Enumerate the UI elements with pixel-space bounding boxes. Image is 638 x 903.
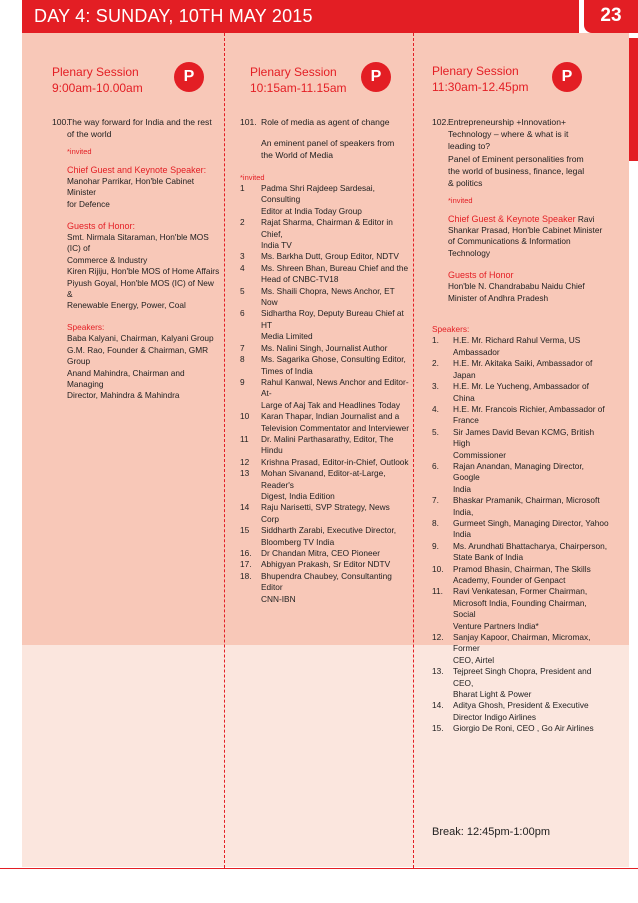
speaker-item (240, 263, 410, 286)
session-time: 9:00am-10.00am (52, 81, 143, 95)
speaker-text: Media Limited (261, 331, 313, 342)
speaker-text: India (453, 529, 471, 540)
speaker-text: Ms. Arundhati Bhattacharya, Chairperson, (453, 540, 608, 551)
speaker-text: Digest, India Edition (261, 490, 335, 501)
speaker-number: 8. (432, 517, 439, 528)
topic: 100. The way forward for India and the rest of the world (52, 117, 212, 140)
speaker-text: Krishna Prasad, Editor-in-Chief, Outlook (261, 456, 409, 467)
speaker-item (240, 377, 410, 411)
speaker-text: Ms. Nalini Singh, Journalist Author (261, 342, 388, 353)
speaker-text: H.E. Mr. Richard Rahul Verma, US (453, 335, 581, 346)
speaker-item (432, 666, 610, 700)
speaker-text: CNN-IBN (261, 593, 296, 604)
speaker-number: 9 (240, 376, 245, 387)
invited-note: *invited (448, 196, 473, 206)
speaker-text: India (453, 483, 471, 494)
speaker-item (240, 457, 410, 468)
speaker-text: Raju Narisetti, SVP Strategy, News Corp (261, 502, 390, 524)
speaker-text: Dr Chandan Mitra, CEO Pioneer (261, 548, 380, 559)
speaker-number: 13. (432, 666, 444, 677)
speaker-text: Bharat Light & Power (453, 689, 532, 700)
speaker-text: Dr. Malini Parthasarathy, Editor, The Hindu (261, 433, 394, 456)
speaker-item (240, 286, 410, 309)
speakers-list (240, 183, 410, 605)
speaker-text: Venture Partners India* (453, 620, 539, 631)
speaker-item (432, 564, 610, 587)
speakers-heading: Speakers: (67, 321, 105, 332)
speakers-list: Baba Kalyani, Chairman, Kalyani Group G.M. Rao, Founder & Chairman, GMR Group Anand Mahindra, Chairman and Managing Director, Mahindra & Mahindra (67, 333, 214, 401)
topic: 102. Entrepreneurship +Innovation+ Technology – where & what is it leading to? Panel of Eminent personalities from the world of business, finance, legal & politics (432, 117, 585, 189)
speaker-text: Director Indigo Airlines (453, 711, 537, 722)
speaker-text: Ms. Barkha Dutt, Group Editor, NDTV (261, 251, 399, 262)
page-title: DAY 4: SUNDAY, 10TH MAY 2015 (34, 6, 313, 26)
speaker-text: Abhigyan Prakash, Sr Editor NDTV (261, 559, 391, 570)
speaker-text: Academy, Founder of Genpact (453, 575, 566, 585)
speaker-text: Rajan Anandan, Managing Director, Google (453, 460, 584, 483)
speaker-item (240, 183, 410, 217)
speaker-number: 4. (432, 403, 439, 414)
speaker-text: Karan Thapar, Indian Journalist and a (261, 411, 400, 422)
invited-note: *invited (240, 172, 265, 182)
speaker-item (240, 308, 410, 342)
speaker-item (432, 427, 610, 461)
speaker-item (240, 548, 410, 559)
speaker-text: Times of India (261, 365, 313, 376)
chief-guest-heading: Chief Guest and Keynote Speaker: (67, 164, 207, 175)
speaker-text: State Bank of India (453, 552, 524, 563)
speaker-number: 1 (240, 183, 245, 194)
guests-list: Hon'ble N. Chandrababu Naidu Chief Minister of Andhra Pradesh (448, 281, 585, 303)
speaker-text: Sir James David Bevan KCMG, British High (453, 426, 595, 449)
speaker-item (240, 525, 410, 548)
speaker-text: Bhupendra Chaubey, Consultanting Editor (261, 570, 392, 593)
speaker-text: Giorgio De Roni, CEO , Go Air Airlines (453, 723, 594, 734)
speaker-number: 6. (432, 460, 439, 471)
speaker-text: Rahul Kanwal, News Anchor and Editor-At- (261, 376, 409, 399)
page-number: 23 (600, 5, 622, 26)
session-body (240, 116, 410, 605)
speaker-text: Sanjay Kapoor, Chairman, Micromax, Former (453, 632, 591, 654)
session-name: Plenary Session (432, 64, 519, 78)
speaker-text: Padma Shri Rajdeep Sardesai, Consulting (261, 183, 375, 205)
speaker-number: 10 (240, 411, 250, 422)
speaker-text: H.E. Mr. Le Yucheng, Ambassador of China (453, 381, 589, 403)
speaker-item (240, 343, 410, 354)
speaker-item (432, 404, 610, 427)
speaker-number: 5. (432, 426, 439, 437)
speaker-text: Ravi Venkatesan, Former Chairman, (453, 586, 588, 597)
speaker-number: 11. (432, 586, 443, 597)
plenary-badge-icon: P (361, 62, 391, 92)
speaker-number: 6 (240, 308, 245, 319)
speaker-number: 4 (240, 262, 245, 273)
speaker-number: 7 (240, 342, 245, 353)
speaker-number: 14 (240, 502, 250, 513)
session-time: 10:15am-11.15am (250, 81, 347, 95)
session-name: Plenary Session (52, 65, 139, 79)
chief-guest-heading: Chief Guest & Keynote Speaker (448, 213, 576, 224)
speaker-item (240, 571, 410, 605)
session-name: Plenary Session (250, 65, 337, 79)
speaker-text: CEO, Airtel (453, 654, 495, 665)
speaker-item (240, 251, 410, 262)
speakers-heading: Speakers: (432, 324, 470, 335)
speaker-number: 13 (240, 468, 250, 479)
speaker-text: France (453, 415, 479, 426)
speaker-item (432, 495, 610, 518)
speaker-text: Ms. Shreen Bhan, Bureau Chief and the (261, 262, 409, 273)
speaker-item (240, 354, 410, 377)
speaker-item (432, 586, 610, 632)
speaker-item (432, 541, 610, 564)
speaker-item (240, 468, 410, 502)
speaker-item (432, 723, 610, 734)
speaker-text: Ms. Sagarika Ghose, Consulting Editor, (261, 354, 406, 365)
speaker-item (240, 434, 410, 457)
column-divider-2 (413, 33, 414, 868)
page-number-tab (584, 0, 638, 33)
speaker-item (240, 217, 410, 251)
speaker-text: India TV (261, 240, 292, 251)
speaker-text: Tejpreet Singh Chopra, President and CEO, (453, 666, 592, 688)
speakers-list (432, 335, 610, 734)
speaker-number: 14. (432, 700, 444, 711)
speaker-text: Siddharth Zarabi, Executive Director, (261, 525, 397, 536)
session-body (432, 116, 610, 735)
speaker-number: 7. (432, 495, 439, 506)
chief-guest: Chief Guest & Keynote Speaker Ravi Shankar Prasad, Hon'ble Cabinet Minister of Communications & Information Technology (448, 213, 603, 258)
speaker-text: Pramod Bhasin, Chairman, The Skills (453, 563, 591, 574)
speaker-number: 10. (432, 563, 444, 574)
speaker-number: 3 (240, 251, 245, 262)
break-time: Break: 12:45pm-1:00pm (432, 826, 551, 838)
plenary-badge-icon: P (552, 62, 582, 92)
speaker-text: H.E. Mr. Francois Richier, Ambassador of (453, 403, 605, 414)
session-time: 11:30am-12.45pm (432, 80, 529, 94)
panel-description: An eminent panel of speakers from the World of Media (261, 138, 395, 161)
speaker-item (240, 559, 410, 570)
session-body (52, 116, 220, 402)
plenary-badge-icon: P (174, 62, 204, 92)
edge-stripe (629, 38, 638, 161)
speaker-item (432, 335, 610, 358)
speaker-number: 1. (432, 335, 439, 346)
speaker-text: Mohan Sivanand, Editor-at-Large, Reader's (261, 468, 386, 490)
speaker-number: 5 (240, 285, 245, 296)
speaker-item (432, 632, 610, 666)
speaker-text: Gurmeet Singh, Managing Director, Yahoo (453, 517, 609, 528)
speaker-number: 8 (240, 354, 245, 365)
bottom-rule (0, 868, 638, 869)
chief-guest: Manohar Parrikar, Hon'ble Cabinet Minister for Defence (67, 175, 195, 209)
speaker-number: 15. (432, 723, 444, 734)
page-header (22, 0, 579, 33)
speaker-item (432, 700, 610, 723)
speaker-number: 2 (240, 217, 245, 228)
speaker-item (432, 461, 610, 495)
speaker-text: Microsoft India, Founding Chairman, Social (453, 597, 587, 620)
speaker-item (432, 518, 610, 541)
speaker-text: Ambassador (453, 346, 500, 357)
guests-heading: Guests of Honor: (67, 221, 136, 232)
speaker-text: Rajat Sharma, Chairman & Editor in Chief, (261, 217, 393, 239)
speaker-text: Commissioner (453, 449, 507, 460)
topic: 101. Role of media as agent of change (240, 117, 390, 127)
speaker-text: H.E. Mr. Akitaka Saiki, Ambassador of Japan (453, 358, 593, 380)
guests-heading: Guests of Honor (448, 270, 514, 281)
speaker-text: Sidhartha Roy, Deputy Bureau Chief at HT (261, 308, 404, 330)
speaker-item (240, 411, 410, 434)
speaker-text: Aditya Ghosh, President & Executive (453, 700, 589, 711)
speaker-number: 9. (432, 540, 439, 551)
speaker-item (240, 502, 410, 525)
speaker-number: 17. (240, 559, 252, 570)
invited-note: *invited (67, 147, 92, 157)
speaker-number: 3. (432, 381, 439, 392)
speaker-number: 16. (240, 548, 252, 559)
speaker-text: Bloomberg TV India (261, 536, 335, 547)
guests-list: Smt. Nirmala Sitaraman, Hon'ble MOS (IC) of Commerce & Industry Kiren Rijiju, Hon'ble MOS of Home Affairs Piyush Goyal, Hon'ble MOS (IC) of New & Renewable Energy, Power, Coal (67, 232, 220, 311)
speaker-number: 2. (432, 358, 439, 369)
speaker-number: 11 (240, 433, 249, 444)
speaker-text: Large of Aaj Tak and Headlines Today (261, 399, 400, 410)
speaker-number: 12. (432, 632, 444, 643)
speaker-text: Bhaskar Pramanik, Chairman, Microsoft (453, 495, 600, 506)
speaker-number: 12 (240, 456, 250, 467)
speaker-item (432, 381, 610, 404)
speaker-text: Ms. Shaili Chopra, News Anchor, ET Now (261, 285, 395, 308)
column-divider-1 (224, 33, 225, 868)
speaker-text: Head of CNBC-TV18 (261, 274, 339, 285)
speaker-item (432, 358, 610, 381)
speaker-number: 18. (240, 570, 252, 581)
speaker-text: Editor at India Today Group (261, 205, 362, 216)
speaker-text: Television Commentator and Interviewer (261, 422, 410, 433)
speaker-text: India, (453, 506, 474, 517)
speaker-number: 15 (240, 525, 250, 536)
